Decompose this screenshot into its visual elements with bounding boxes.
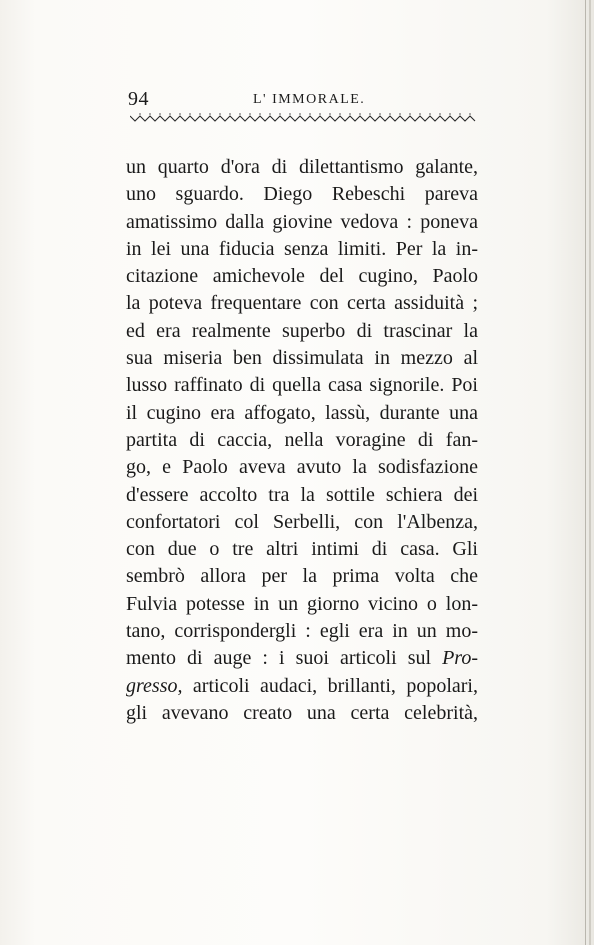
text-line-19-roman: mento di auge : i suoi articoli sul — [126, 647, 432, 670]
text-line-13: d'essere accolto tra la sottile schiera dei — [126, 483, 478, 506]
text-line-20 — [126, 673, 478, 700]
text-line-4: in lei una fiducia senza limiti. Per la in- — [126, 237, 478, 260]
text-line-21: gli avevano creato una certa celebrità, — [126, 701, 478, 724]
text-line-10: il cugino era affogato, lassù, durante una — [126, 401, 478, 424]
text-line-2: uno sguardo. Diego Rebeschi pareva — [126, 183, 478, 206]
text-line-7: ed era realmente superbo di trascinar la — [126, 319, 478, 342]
text-line-18: tano, corrispondergli : egli era in un mo- — [126, 620, 478, 643]
text-line-5: citazione amichevole del cugino, Paolo — [126, 265, 478, 288]
text-line-20-italic: gresso, — [126, 674, 183, 697]
text-line-6: la poteva frequentare con certa assiduità ; — [126, 292, 478, 315]
text-line-11: partita di caccia, nella voragine di fan- — [126, 428, 478, 451]
text-line-1: un quarto d'ora di dilettantismo galante, — [126, 156, 478, 178]
running-head: L' IMMORALE. — [253, 92, 366, 107]
text-line-16: sembrò allora per la prima volta che — [126, 565, 478, 588]
page-edge-shadow — [589, 0, 591, 945]
page-edge-line — [585, 0, 586, 945]
body-text — [126, 154, 478, 727]
text-line-19-italic: Pro- — [442, 647, 479, 670]
text-line-14: confortatori col Serbelli, con l'Albenza, — [126, 510, 478, 533]
text-line-17: Fulvia potesse in un giorno vicino o lon- — [126, 592, 478, 615]
text-line-9: lusso raffinato di quella casa signorile. Poi — [126, 374, 478, 397]
page-number: 94 — [128, 88, 149, 110]
text-line-19 — [126, 645, 478, 672]
text-line-20-roman: articoli audaci, brillanti, popolari, — [182, 674, 478, 697]
text-line-12: go, e Paolo aveva avuto la sodisfazione — [126, 456, 478, 479]
text-line-15: con due o tre altri intimi di casa. Gli — [126, 538, 478, 561]
text-line-8: sua miseria ben dissimulata in mezzo al — [126, 347, 478, 370]
ornament-rule-icon — [130, 112, 476, 124]
text-line-3: amatissimo dalla giovine vedova : poneva — [126, 210, 478, 233]
